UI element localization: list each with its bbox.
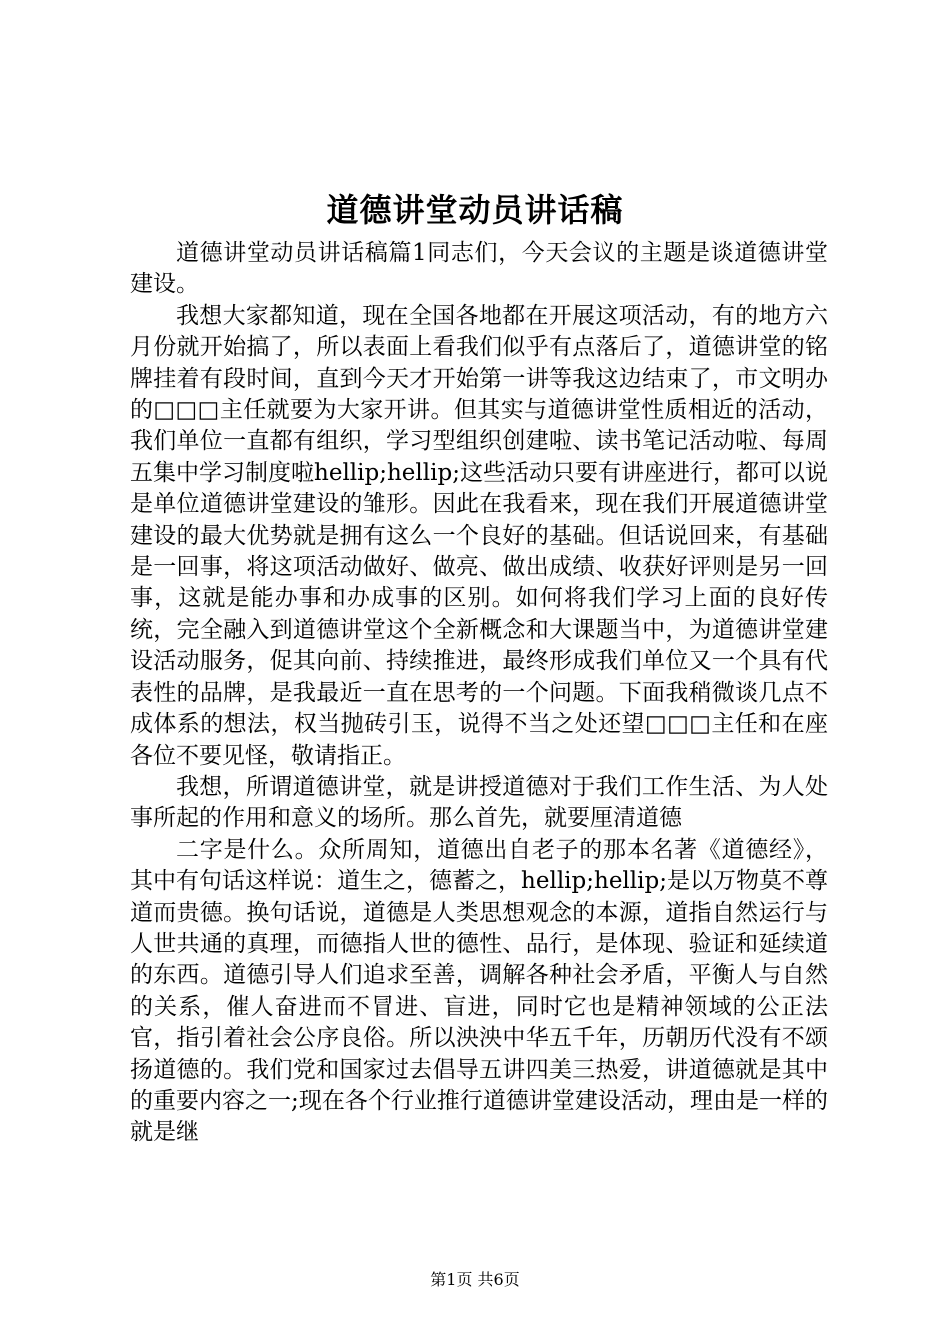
paragraph-3: 我想，所谓道德讲堂，就是讲授道德对于我们工作生活、为人处事所起的作用和意义的场所。那么首先，就要厘清道德 [130,773,828,832]
document-title: 道德讲堂动员讲话稿 [326,191,624,229]
paragraph-2: 我想大家都知道，现在全国各地都在开展这项活动，有的地方六月份就开始搞了，所以表面上看我们似乎有点落后了，道德讲堂的铭牌挂着有段时间，直到今天才开始第一讲等我这边结束了，市文明办的□□□主任就要为大家开讲。但其实与道德讲堂性质相近的活动，我们单位一直都有组织，学习型组织创建啦、读书笔记活动啦、每周五集中学习制度啦hellip;hellip;这些活动只要有讲座进行，都可以说是单位道德讲堂建设的雏形。因此在我看来，现在我们开展道德讲堂建设的最大优势就是拥有这么一个良好的基础。但话说回来，有基础是一回事，将这项活动做好、做亮、做出成绩、收获好评则是另一回事，这就是能办事和办成事的区别。如何将我们学习上面的良好传统，完全融入到道德讲堂这个全新概念和大课题当中，为道德讲堂建设活动服务，促其向前、持续推进，最终形成我们单位又一个具有代表性的品牌，是我最近一直在思考的一个问题。下面我稍微谈几点不成体系的想法，权当抛砖引玉，说得不当之处还望□□□主任和在座各位不要见怪，敬请指正。 [130,302,828,769]
document-body [130,238,828,1149]
page-number-footer: 第1页 共6页 [430,1270,520,1289]
paragraph-1: 道德讲堂动员讲话稿篇1同志们，今天会议的主题是谈道德讲堂建设。 [130,240,828,298]
paragraph-4: 二字是什么。众所周知，道德出自老子的那本名著《道德经》，其中有句话这样说：道生之，德蓄之，hellip;hellip;是以万物莫不尊道而贵德。换句话说，道德是人类思想观念的本源，道指自然运行与人世共通的真理，而德指人世的德性、品行，是体现、验证和延续道的东西。道德引导人们追求至善，调解各种社会矛盾，平衡人与自然的关系，催人奋进而不冒进、盲进，同时它也是精神领域的公正法官，指引着社会公序良俗。所以泱泱中华五千年，历朝历代没有不颂扬道德的。我们党和国家过去倡导五讲四美三热爱，讲道德就是其中的重要内容之一;现在各个行业推行道德讲堂建设活动，理由是一样的就是继 [130,836,828,1146]
